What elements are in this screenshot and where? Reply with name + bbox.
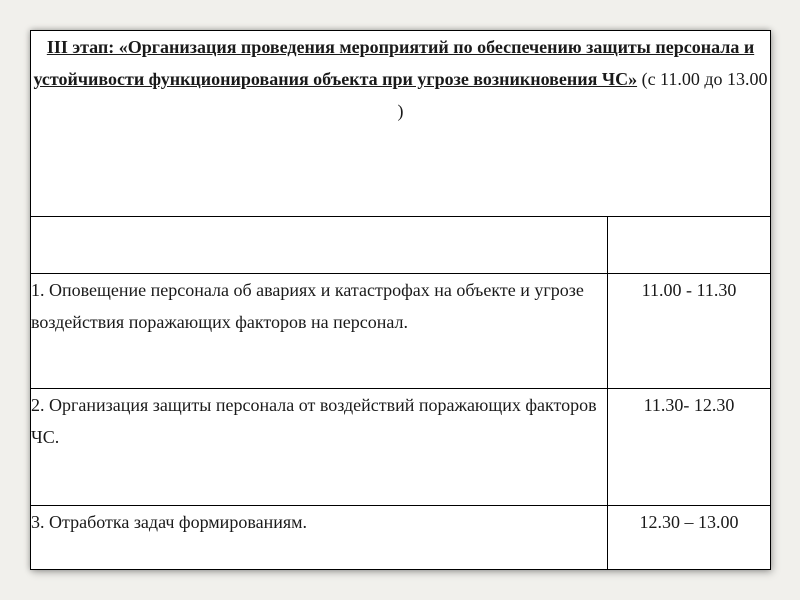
- table-row: [31, 506, 771, 570]
- header-cell: [31, 31, 771, 217]
- table-row: [31, 273, 771, 389]
- stage-time-range: (с 11.00 до 13.00 ): [397, 69, 768, 121]
- blank-row: [31, 216, 771, 273]
- task-cell: 3. Отработка задач формированиям.: [31, 506, 608, 570]
- blank-cell-time: [608, 216, 771, 273]
- time-cell: 11.30- 12.30: [608, 389, 771, 506]
- task-cell: 1. Оповещение персонала об авариях и катастрофах на объекте и угрозе воздействия поражающих факторов на персонал.: [31, 273, 608, 389]
- schedule-table: [30, 30, 771, 570]
- table-row: [31, 389, 771, 506]
- blank-cell-task: [31, 216, 608, 273]
- task-cell: 2. Организация защиты персонала от воздействий поражающих факторов ЧС.: [31, 389, 608, 506]
- time-cell: 11.00 - 11.30: [608, 273, 771, 389]
- stage-title: III этап: «Организация проведения мероприятий по обеспечению защиты персонала и устойчивости функционирования объекта при угрозе возникновения ЧС»: [33, 37, 755, 89]
- time-cell: 12.30 – 13.00: [608, 506, 771, 570]
- slide: [30, 30, 770, 570]
- header-row: [31, 31, 771, 217]
